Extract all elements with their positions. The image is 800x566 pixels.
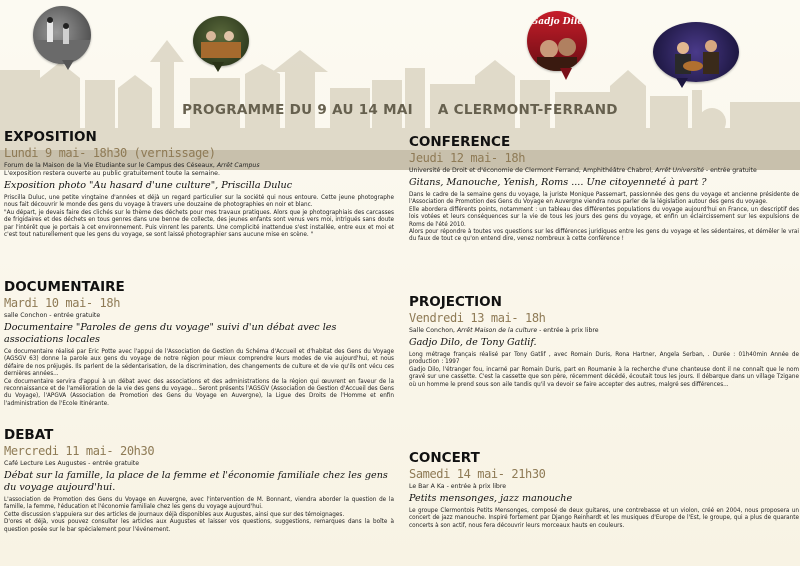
event-subtitle: Débat sur la famille, la place de la femme et l'économie familiale chez les gens du voyage aujourd'hui. — [4, 470, 388, 493]
event-description: Priscilla Duluc, une petite vingtaine d'années et déjà un regard particulier sur la société qui nous entoure. Cette jeune photographe nous fait découvrir le monde des gens du voyage à travers une douzaine de photographies en noir et blanc. "Au départ, je devais faire des clichés sur le thème des déchets pour mes travaux pratiques. Alors que je photographiais des carcasses de frigidaires et des déchets en tous genres dans une benne de collecte, des jeunes enfants sont venus vers moi, intrigués sans doute par l'intérêt que je portais à cet environnement. Puis vinrent les parents. Une complicité inattendue s'est installée, entre eux et moi et c'est tout naturellement que les gens du voyage, se sont laissé photographier sans aucune mise en scène. " — [4, 195, 394, 239]
event-venue: Café Lecture Les Augustes - entrée gratuite — [4, 460, 140, 467]
section-title: EXPOSITION — [4, 129, 97, 145]
photo-bubble-concert — [653, 22, 739, 82]
bubble-tail — [212, 62, 224, 72]
event-venue — [409, 167, 799, 175]
section-title: DOCUMENTAIRE — [4, 279, 125, 295]
photo-concert-image — [653, 22, 739, 82]
event-venue-note: L'exposition restera ouverte au public gratuitement toute la semaine. — [4, 170, 220, 177]
documentaire-section — [4, 279, 394, 408]
event-venue: Le Bar A Ka - entrée à prix libre — [409, 483, 507, 490]
venue-stop: Arrêt Université — [655, 167, 704, 174]
event-subtitle: Exposition photo "Au hasard d'une culture", Priscilla Duluc — [4, 180, 293, 191]
programme-title: PROGRAMME DU 9 AU 14 MAI A CLERMONT-FERRAND — [182, 102, 618, 118]
bubble-tail — [676, 78, 688, 88]
event-date: Lundi 9 mai- 18h30 (vernissage) — [4, 146, 216, 160]
photo-bubble-gadjo-dilo — [527, 11, 587, 71]
event-description: Le groupe Clermontois Petits Mensonges, composé de deux guitares, une contrebasse et un violon, créé en 2004, nous proposera un concert de jazz manouche. Inspiré fortement par Django Reinhardt et les musiques d'Europe de l'Est, le groupe, qui a plus de quarante concerts à son actif, nous fera découvrir leurs morceaux hauts en couleurs. — [409, 508, 799, 529]
debat-section — [4, 427, 394, 534]
section-title: DEBAT — [4, 427, 54, 443]
event-subtitle: Documentaire "Paroles de gens du voyage" suivi d'un débat avec les associations locales — [4, 322, 337, 345]
venue-text: Salle Conchon, — [409, 327, 457, 334]
section-title: CONCERT — [409, 450, 480, 466]
event-subtitle: Gitans, Manouche, Yenish, Roms .... Une citoyenneté à part ? — [409, 177, 707, 188]
venue-price: - entrée gratuite — [703, 167, 757, 174]
section-title: PROJECTION — [409, 294, 502, 310]
photo-children-image — [33, 6, 91, 64]
venue-text: Forum de la Maison de la Vie Etudiante sur le Campus des Céseaux, — [4, 162, 217, 169]
event-venue — [4, 162, 394, 170]
event-description: L'association de Promotion des Gens du Voyage en Auvergne, avec l'intervention de M. Bonnant, viendra aborder la question de la famille, la femme, l'éducation et l'économie familiale chez les gens du voyage aujourd'hui. Cette discussion s'appuiera sur des articles de journaux déjà disponibles aux Augustes, ainsi que sur des témoignages. D'ores et déjà, vous pouvez consulter les articles aux Augustes et laisser vos questions, suggestions, remarques dans la boîte à question posée sur le bar spécialement pour l'événement. — [4, 497, 394, 533]
event-description: Dans le cadre de la semaine gens du voyage, la juriste Monique Passemart, passionnée des gens du voyage et ancienne présidente de l'Association de Promotion des Gens du Voyage en Auvergne viendra nous parler de la législation autour des gens du voyage. Elle abordera différents points, notamment : un tableau des différentes populations du voyage aujourd'hui en France, un descriptif des lois votées et leurs conséquences sur la vie de tous les jours des gens du voyage, et enfin un éclaircissement sur les expulsions de Roms de l'été 2010. Alors pour répondre à toutes vos questions sur les différences juridiques entre les gens du voyage et les sédentaires, et démêler le vrai du faux de tout ce qu'on entend dire, venez nombreux à cette conférence ! — [409, 192, 799, 243]
event-date: Vendredi 13 mai- 18h — [409, 311, 546, 325]
photo-debate-image — [193, 16, 249, 66]
photo-bubble-debate — [193, 16, 249, 66]
bubble-tail — [62, 60, 74, 70]
event-description: Ce documentaire réalisé par Eric Potte avec l'appui de l'Association de Gestion du Schéma d'Accueil et d'habitat des Gens du Voyage (AGSGV 63) donne la parole aux gens du voyage de notre région pour mieux comprendre leurs modes de vie aujourd'hui, et nous défaire de nos préjugés. Ils parlent de la sédentarisation, de la discrimination, des changements de culture et de vie qu'ils ont vécu ces dernières années... Ce documentaire servira d'appui à un débat avec des associations et des administrations de la région qui œuvrent en faveur de la reconnaissance et de l'amélioration de la vie des gens du voyage... Seront présents l'AGSGV (Association de Gestion d'Accueil des Gens du Voyage), l'APGVA (Association de Promotion des Gens du Voyage en Auvergne), la Ligue des Droits de l'Homme et enfin l'administration de l'Ecole Itinérante. — [4, 349, 394, 407]
conference-section — [409, 134, 799, 244]
venue-text: Université de Droit et d'économie de Clermont Ferrand, Amphithéâtre Chabrol, — [409, 167, 656, 174]
venue-price: - entrée à prix libre — [537, 327, 599, 334]
exposition-section — [4, 129, 394, 239]
bubble-tail — [560, 68, 572, 80]
event-venue: salle Conchon - entrée gratuite — [4, 312, 101, 319]
section-title: CONFERENCE — [409, 134, 511, 150]
event-venue — [409, 327, 799, 335]
event-subtitle: Petits mensonges, jazz manouche — [409, 493, 573, 504]
projection-section — [409, 294, 799, 389]
event-description: Long métrage français réalisé par Tony Gatlif , avec Romain Duris, Rona Hartner, Angela Serban, . Durée : 01h40min Année de production : 1997 Gadjo Dilo, l'étranger fou, incarné par Romain Duris, part en Roumanie à la recherche d'une chanteuse dont il ne connaît que le nom gravé sur une cassette. C'est la cassette que son père, récemment décédé, écoutait tous les jours. Il débarque dans un village Tzigane où un homme le prend sous son aile tandis qu'il va devoir se faire accepter des autres, malgré ses différences... — [409, 352, 799, 388]
photo-bubble-children — [33, 6, 91, 64]
venue-stop: Arrêt Campus — [216, 162, 260, 169]
concert-section — [409, 450, 799, 530]
event-date: Mercredi 11 mai- 20h30 — [4, 444, 155, 458]
gadjo-dilo-logo: Gadjo Dilo — [530, 17, 584, 27]
venue-stop: Arrêt Maison de la culture — [456, 327, 538, 334]
event-date: Mardi 10 mai- 18h — [4, 296, 121, 310]
event-date: Jeudi 12 mai- 18h — [409, 151, 526, 165]
event-subtitle: Gadjo Dilo, de Tony Gatlif. — [409, 337, 537, 348]
event-date: Samedi 14 mai- 21h30 — [409, 467, 546, 481]
